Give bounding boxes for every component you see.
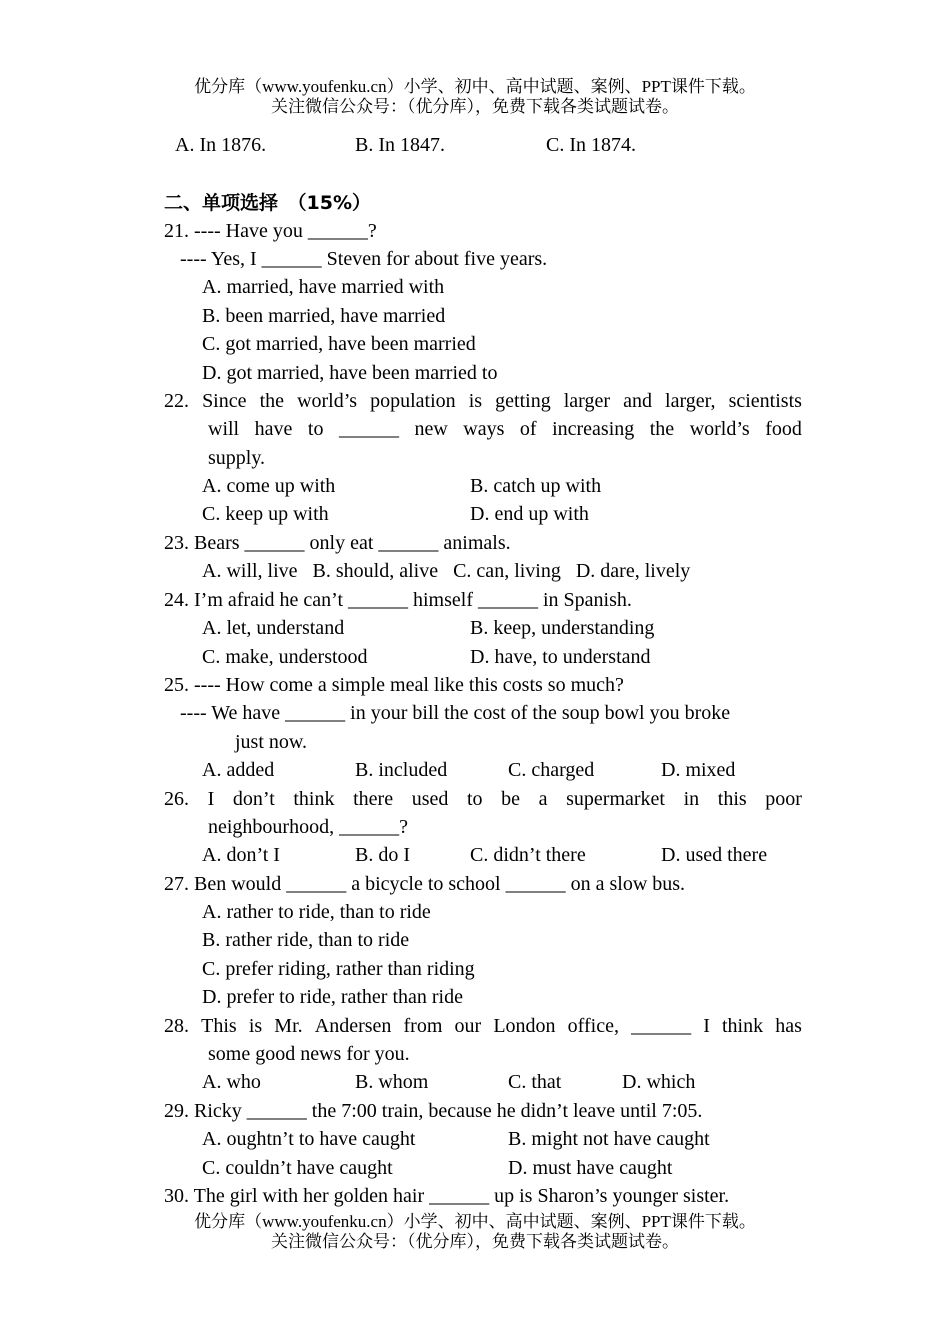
word: to [466, 788, 483, 810]
q24-option-a: A. let, understand [202, 617, 345, 639]
q22-stem-line-3: supply. [208, 447, 266, 469]
word: don’t [232, 788, 275, 810]
word: larger, [665, 390, 716, 412]
word: a [538, 788, 548, 810]
q26-option-c: C. didn’t there [470, 844, 586, 866]
header-line-1: 优分库（www.youfenku.cn）小学、初中、高中试题、案例、PPT课件下载。 [194, 77, 756, 96]
q26-option-d: D. used there [661, 844, 768, 866]
word: used [411, 788, 449, 810]
footer-line-2: 关注微信公众号：（优分库），免费下载各类试题试卷。 [271, 1232, 679, 1251]
word: 22. [164, 390, 189, 412]
word: ways [463, 418, 505, 440]
q22-stem-line-2 [208, 415, 802, 443]
q25-reply-cont: just now. [235, 731, 308, 753]
q29-option-c: C. couldn’t have caught [202, 1157, 393, 1179]
word: 28. [164, 1015, 189, 1037]
q22-option-b: B. catch up with [470, 475, 602, 497]
word: of [519, 418, 537, 440]
header-line-2: 关注微信公众号：（优分库），免费下载各类试题试卷。 [271, 97, 679, 116]
q20-option-a: A. In 1876. [175, 134, 267, 156]
word: office, [567, 1015, 619, 1037]
word: food [765, 418, 802, 440]
word: have [254, 418, 293, 440]
q28-stem-line-1 [164, 1012, 802, 1040]
q21-reply: ---- Yes, I ______ Steven for about five years. [180, 248, 548, 270]
word: world’s [297, 390, 358, 412]
q25-reply: ---- We have ______ in your bill the cost of the soup bowl you broke [180, 702, 731, 724]
q21-option-c: C. got married, have been married [202, 333, 476, 355]
word: the [649, 418, 675, 440]
word: think [293, 788, 335, 810]
word: ______ [631, 1015, 692, 1037]
q27-option-b: B. rather ride, than to ride [202, 929, 410, 951]
word: getting [495, 390, 551, 412]
word: ______ [338, 418, 399, 440]
q24-option-d: D. have, to understand [470, 646, 651, 668]
q21-option-b: B. been married, have married [202, 305, 446, 327]
word: there [353, 788, 394, 810]
q27-stem: 27. Ben would ______ a bicycle to school ______ on a slow bus. [164, 873, 686, 895]
q29-stem: 29. Ricky ______ the 7:00 train, because he didn’t leave until 7:05. [164, 1100, 703, 1122]
word: Andersen [314, 1015, 392, 1037]
q22-option-c: C. keep up with [202, 503, 329, 525]
q26-option-a: A. don’t I [202, 844, 280, 866]
word: our [454, 1015, 482, 1037]
word: world’s [689, 418, 750, 440]
q21-option-d: D. got married, have been married to [202, 362, 498, 384]
q21-option-a: A. married, have married with [202, 276, 445, 298]
word: has [775, 1015, 802, 1037]
word: is [248, 1015, 263, 1037]
word: in [683, 788, 700, 810]
word: the [259, 390, 284, 412]
q24-option-c: C. make, understood [202, 646, 368, 668]
q28-option-c: C. that [508, 1071, 562, 1093]
word: this [717, 788, 747, 810]
word: think [722, 1015, 764, 1037]
q26-stem-line-1 [164, 785, 802, 813]
word: will [208, 418, 240, 440]
q27-option-d: D. prefer to ride, rather than ride [202, 986, 463, 1008]
q25-option-d: D. mixed [661, 759, 736, 781]
word: This [201, 1015, 237, 1037]
word: increasing [552, 418, 635, 440]
q28-option-d: D. which [622, 1071, 696, 1093]
word: I [703, 1015, 710, 1037]
q21-stem: 21. ---- Have you ______? [164, 220, 377, 242]
q27-option-c: C. prefer riding, rather than riding [202, 958, 475, 980]
word: I [207, 788, 215, 810]
q22-stem-line-1 [164, 387, 802, 415]
q20-option-b: B. In 1847. [355, 134, 445, 156]
q29-option-d: D. must have caught [508, 1157, 673, 1179]
q25-option-b: B. included [355, 759, 448, 781]
word: 26. [164, 788, 189, 810]
q29-option-a: A. oughtn’t to have caught [202, 1128, 416, 1150]
q28-option-a: A. who [202, 1071, 261, 1093]
q29-option-b: B. might not have caught [508, 1128, 710, 1150]
q25-stem: 25. ---- How come a simple meal like this costs so much? [164, 674, 624, 696]
q24-stem: 24. I’m afraid he can’t ______ himself ______ in Spanish. [164, 589, 632, 611]
word: population [370, 390, 456, 412]
word: Since [202, 390, 247, 412]
q24-option-b: B. keep, understanding [470, 617, 655, 639]
q23-options: A. will, live B. should, alive C. can, living D. dare, lively [202, 560, 691, 582]
word: is [468, 390, 483, 412]
q26-stem-line-2: neighbourhood, ______? [208, 816, 408, 838]
q22-option-d: D. end up with [470, 503, 589, 525]
word: London [493, 1015, 556, 1037]
q20-option-c: C. In 1874. [546, 134, 636, 156]
word: Mr. [274, 1015, 303, 1037]
word: scientists [728, 390, 802, 412]
q22-option-a: A. come up with [202, 475, 336, 497]
word: and [623, 390, 652, 412]
q28-stem-line-2: some good news for you. [208, 1043, 410, 1065]
word: larger [563, 390, 611, 412]
q27-option-a: A. rather to ride, than to ride [202, 901, 431, 923]
q30-stem: 30. The girl with her golden hair ______ up is Sharon’s younger sister. [164, 1185, 730, 1207]
q25-option-a: A. added [202, 759, 275, 781]
q25-option-c: C. charged [508, 759, 595, 781]
word: to [307, 418, 324, 440]
word: poor [765, 788, 802, 810]
q28-option-b: B. whom [355, 1071, 429, 1093]
q23-stem: 23. Bears ______ only eat ______ animals. [164, 532, 511, 554]
word: be [501, 788, 521, 810]
word: supermarket [566, 788, 665, 810]
q26-option-b: B. do I [355, 844, 410, 866]
footer-line-1: 优分库（www.youfenku.cn）小学、初中、高中试题、案例、PPT课件下载。 [194, 1212, 756, 1231]
word: from [403, 1015, 443, 1037]
word: new [414, 418, 448, 440]
section-title: 二、单项选择 （15%） [164, 192, 371, 214]
